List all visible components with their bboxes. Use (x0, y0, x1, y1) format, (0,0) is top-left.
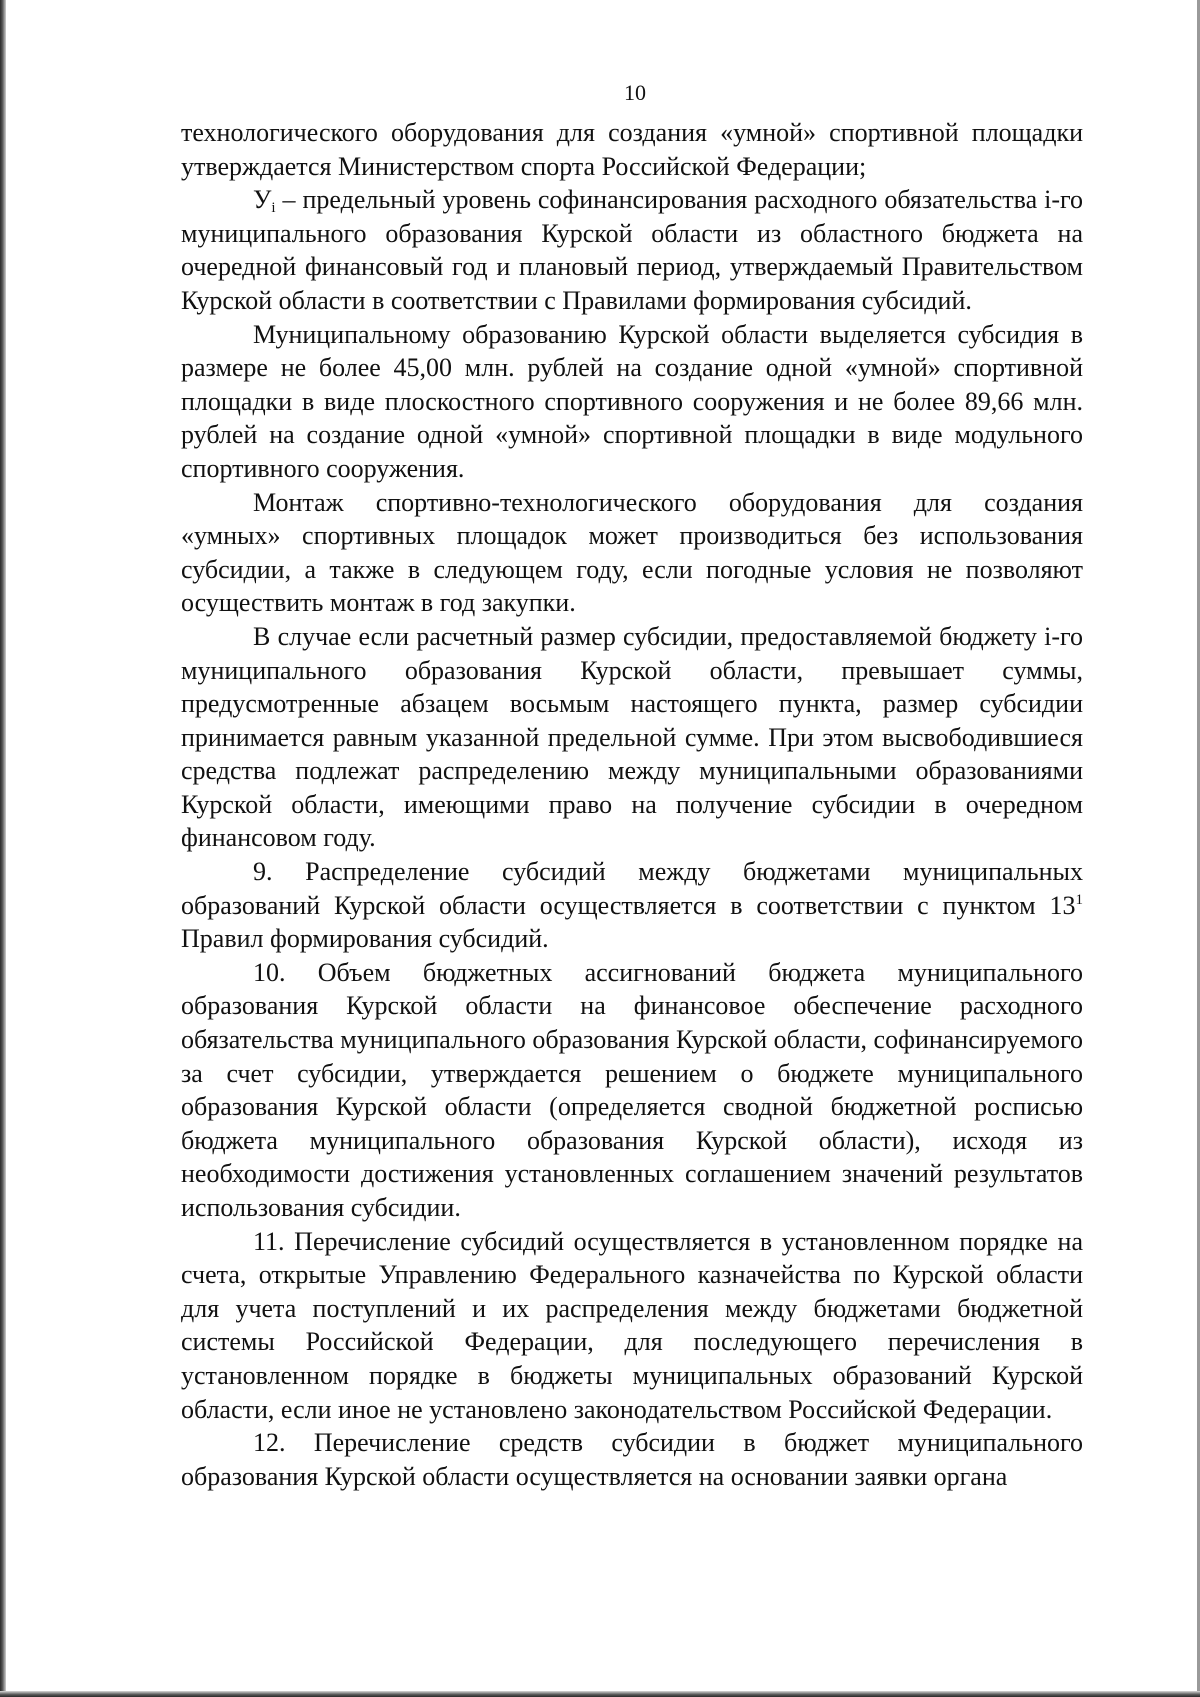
paragraph-installation: Монтаж спортивно-технологического оборудования для создания «умных» спортивных площадок может производиться без использования субсидии, а также в следующем году, если погодные условия не позволяют осуществить монтаж в год закупки. (181, 487, 1083, 618)
paragraph-item-9 (181, 855, 1083, 956)
scan-border-bottom (0, 1691, 1200, 1697)
page-number: 10 (624, 80, 646, 105)
item-9-text: 9. Распределение субсидий между бюджетами муниципальных образований Курской области осуществляется в соответствии с пунктом 13 (181, 857, 1083, 920)
scan-border-left (0, 0, 6, 1697)
variable-subscript: i (271, 200, 276, 217)
paragraph-excess-subsidy: В случае если расчетный размер субсидии, предоставляемой бюджету i-го муниципального образования Курской области, превышает суммы, предусмотренные абзацем восьмым настоящего пункта, размер субсидии принимается равным указанной предельной сумме. При этом высвободившиеся средства подлежат распределению между муниципальными образованиями Курской области, имеющими право на получение субсидии в очередном финансовом году. (181, 621, 1083, 853)
paragraph-continuation: технологического оборудования для создания «умной» спортивной площадки утверждается Министерством спорта Российской Федерации; (181, 118, 1083, 181)
paragraph-item-12: 12. Перечисление средств субсидии в бюджет муниципального образования Курской области осуществляется на основании заявки органа (181, 1428, 1083, 1491)
paragraph-item-11: 11. Перечисление субсидий осуществляется в установленном порядке на счета, открытые Управлению Федерального казначейства по Курской области для учета поступлений и их распределения между бюджетами бюджетной системы Российской Федерации, для последующего перечисления в установленном порядке в бюджеты муниципальных образований Курской области, если иное не установлено законодательством Российской Федерации. (181, 1226, 1083, 1424)
variable-symbol: У (253, 185, 272, 215)
paragraph-item-10: 10. Объем бюджетных ассигнований бюджета муниципального образования Курской области на финансовое обеспечение расходного обязательства муниципального образования Курской области, софинансируемого за счет субсидии, утверждается решением о бюджете муниципального образования Курской области (определяется сводной бюджетной росписью бюджета муниципального образования Курской области), исходя из необходимости достижения установленных соглашением значений результатов использования субсидии. (181, 957, 1084, 1222)
paragraph-variable-definition (181, 183, 1083, 317)
variable-definition-text: – предельный уровень софинансирования расходного обязательства i-го муниципального образования Курской области из областного бюджета на очередной финансовый год и плановый период, утверждаемый Правительством Курской области в соответствии с Правилами формирования субсидий. (181, 185, 1083, 315)
item-9-text-end: Правил формирования субсидий. (181, 924, 549, 954)
document-body (181, 116, 1083, 1493)
paragraph-subsidy-limits: Муниципальному образованию Курской области выделяется субсидия в размере не более 45,00 млн. рублей на создание одной «умной» спортивной площадки в виде плоскостного спортивного сооружения и не более 89,66 млн. рублей на создание одной «умной» спортивной площадки в виде модульного спортивного сооружения. (181, 319, 1083, 483)
item-9-superscript: 1 (1075, 891, 1083, 908)
